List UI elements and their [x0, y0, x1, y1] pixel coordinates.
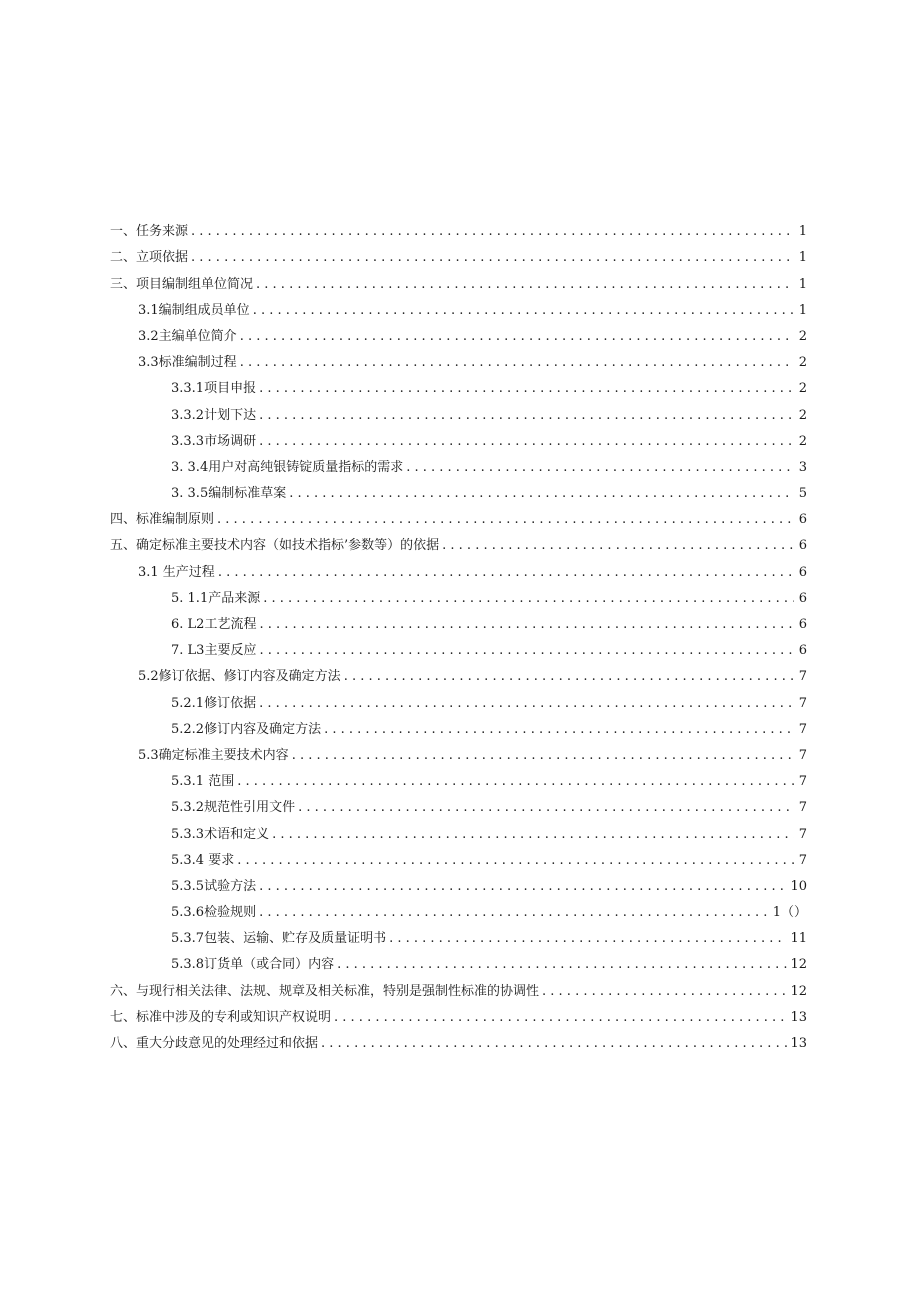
toc-dot-leader [337, 957, 787, 973]
toc-entry[interactable] [110, 319, 807, 345]
toc-entry-title: 一、任务来源 [110, 224, 189, 240]
toc-entry[interactable] [110, 293, 807, 319]
toc-entry-page-number: 12 [790, 983, 807, 999]
toc-dot-leader [237, 774, 794, 790]
toc-entry-page-number: 6 [798, 643, 807, 659]
toc-entry-title: 八、重大分歧意见的处理经过和依据 [110, 1036, 319, 1051]
toc-entry[interactable] [110, 554, 807, 580]
toc-entry-page-number: 1 [798, 302, 807, 318]
toc-dot-leader [256, 277, 794, 293]
toc-entry-page-number: 2 [798, 407, 807, 423]
toc-entry[interactable] [110, 633, 807, 659]
toc-entry[interactable] [110, 738, 807, 764]
toc-entry-page-number: 1 [798, 250, 807, 266]
toc-entry-page-number: 5 [798, 486, 807, 502]
toc-entry[interactable] [110, 214, 807, 240]
toc-entry-title: 3. 3.4用户对高纯银铸锭质量指标的需求 [171, 459, 404, 475]
toc-dot-leader [389, 931, 787, 947]
toc-dot-leader [240, 329, 794, 345]
toc-entry-title: 3.1编制组成员单位 [138, 302, 250, 318]
toc-dot-leader [406, 460, 794, 476]
toc-entry[interactable] [110, 397, 807, 423]
toc-entry-page-number: 2 [798, 433, 807, 449]
toc-entry-title: 5.3.2规范性引用文件 [171, 800, 296, 816]
toc-entry-title: 5. 1.1产品来源 [171, 590, 261, 606]
toc-dot-leader [259, 381, 794, 397]
toc-entry[interactable] [110, 712, 807, 738]
toc-dot-leader [442, 538, 794, 554]
toc-entry-page-number: 6 [798, 512, 807, 528]
toc-entry-page-number: 2 [798, 381, 807, 397]
toc-entry-page-number: 11 [790, 931, 807, 947]
toc-dot-leader [344, 669, 794, 685]
toc-dot-leader [289, 486, 794, 502]
toc-entry[interactable] [110, 764, 807, 790]
toc-entry-title: 四、标准编制原则 [110, 512, 215, 528]
toc-entry[interactable] [110, 424, 807, 450]
toc-dot-leader [542, 984, 787, 1000]
toc-entry-page-number: 6 [798, 617, 807, 632]
toc-entry-title: 3.3.2计划下达 [171, 407, 257, 423]
toc-entry-page-number: 2 [798, 355, 807, 371]
toc-entry[interactable] [110, 1026, 807, 1052]
toc-entry[interactable] [110, 843, 807, 869]
toc-entry-page-number: 7 [798, 669, 807, 685]
toc-entry[interactable] [110, 685, 807, 711]
toc-entry-page-number: 7 [798, 721, 807, 737]
toc-entry[interactable] [110, 921, 807, 947]
toc-entry-page-number: 6 [798, 538, 807, 554]
toc-entry-page-number: 7 [798, 852, 807, 868]
toc-entry[interactable] [110, 240, 807, 266]
toc-entry-title: 5.3.5试验方法 [171, 878, 257, 894]
toc-dot-leader [298, 800, 794, 816]
toc-entry-page-number: 1（） [772, 905, 807, 921]
toc-entry-title: 3.3标准编制过程 [138, 355, 237, 371]
toc-dot-leader [321, 1036, 787, 1052]
toc-dot-leader [259, 905, 770, 921]
toc-entry[interactable] [110, 1000, 807, 1026]
toc-entry-title: 二、立项依据 [110, 250, 189, 266]
toc-dot-leader [240, 355, 794, 371]
toc-entry-page-number: 2 [798, 328, 807, 344]
toc-entry-page-number: 7 [798, 774, 807, 790]
toc-entry-title: 六、与现行相关法律、法规、规章及相关标准，特别是强制性标准的协调性 [110, 983, 540, 999]
toc-entry[interactable] [110, 371, 807, 397]
toc-entry-title: 5.3.7包装、运输、贮存及质量证明书 [171, 931, 387, 947]
toc-dot-leader [292, 748, 794, 764]
toc-entry-page-number: 6 [798, 590, 807, 606]
toc-entry-title: 5.2修订依据、修订内容及确定方法 [138, 669, 341, 685]
toc-dot-leader [259, 408, 794, 424]
toc-entry-title: 7. L3主要反应 [171, 643, 257, 659]
toc-entry-title: 5.3.3术语和定义 [171, 826, 270, 842]
toc-entry[interactable] [110, 450, 807, 476]
toc-entry[interactable] [110, 790, 807, 816]
toc-entry-title: 5.2.1修订依据 [171, 695, 257, 711]
toc-dot-leader [259, 434, 794, 450]
toc-entry[interactable] [110, 528, 807, 554]
toc-entry-page-number: 10 [790, 878, 807, 894]
toc-entry[interactable] [110, 502, 807, 528]
toc-entry-page-number: 12 [790, 957, 807, 973]
toc-dot-leader [259, 617, 794, 633]
toc-dot-leader [259, 696, 794, 712]
toc-entry-page-number: 7 [798, 747, 807, 763]
toc-dot-leader [259, 879, 787, 895]
toc-entry[interactable] [110, 659, 807, 685]
toc-entry-title: 5.3.1 范围 [171, 774, 235, 790]
toc-dot-leader [263, 591, 794, 607]
toc-entry-title: 3.3.1项目申报 [171, 381, 257, 397]
toc-entry[interactable] [110, 345, 807, 371]
toc-entry[interactable] [110, 947, 807, 973]
toc-dot-leader [237, 853, 794, 869]
table-of-contents [110, 214, 807, 1052]
toc-entry-page-number: 1 [798, 224, 807, 240]
toc-entry-title: 五、确定标准主要技术内容（如技术指标’参数等）的依据 [110, 538, 440, 554]
toc-entry-page-number: 1 [798, 276, 807, 292]
toc-dot-leader [324, 722, 794, 738]
toc-entry-page-number: 7 [798, 800, 807, 816]
toc-entry-page-number: 13 [790, 1009, 807, 1025]
toc-entry-title: 5.3.8订货单（或合同）内容 [171, 957, 335, 973]
toc-dot-leader [334, 1010, 787, 1026]
toc-dot-leader [217, 512, 794, 528]
toc-entry[interactable] [110, 607, 807, 633]
toc-entry-title: 3.2主编单位简介 [138, 328, 237, 344]
toc-entry-title: 3.3.3市场调研 [171, 433, 257, 449]
toc-entry-title: 3. 3.5编制标准草案 [171, 486, 287, 502]
toc-entry-page-number: 6 [798, 564, 807, 580]
toc-entry[interactable] [110, 816, 807, 842]
toc-entry-title: 5.3.6检验规则 [171, 905, 257, 921]
toc-entry-title: 3.1 生产过程 [138, 564, 215, 580]
toc-entry-title: 三、项目编制组单位简况 [110, 276, 254, 292]
toc-dot-leader [253, 303, 794, 319]
toc-entry[interactable] [110, 581, 807, 607]
toc-dot-leader [259, 643, 794, 659]
toc-entry-page-number: 13 [790, 1036, 807, 1051]
toc-entry-title: 七、标准中涉及的专利或知识产权说明 [110, 1009, 332, 1025]
toc-entry[interactable] [110, 476, 807, 502]
toc-dot-leader [272, 827, 794, 843]
toc-entry-title: 6. L2工艺流程 [171, 617, 257, 632]
toc-entry-title: 5.3确定标准主要技术内容 [138, 747, 289, 763]
toc-entry-page-number: 7 [798, 826, 807, 842]
toc-entry[interactable] [110, 973, 807, 999]
toc-entry-title: 5.2.2修订内容及确定方法 [171, 721, 322, 737]
toc-entry[interactable] [110, 266, 807, 292]
toc-entry[interactable] [110, 869, 807, 895]
toc-dot-leader [218, 565, 794, 581]
toc-entry-page-number: 3 [798, 459, 807, 475]
toc-entry-page-number: 7 [798, 695, 807, 711]
toc-dot-leader [191, 250, 794, 266]
toc-entry[interactable] [110, 895, 807, 921]
toc-entry-title: 5.3.4 要求 [171, 852, 235, 868]
toc-dot-leader [191, 224, 794, 240]
